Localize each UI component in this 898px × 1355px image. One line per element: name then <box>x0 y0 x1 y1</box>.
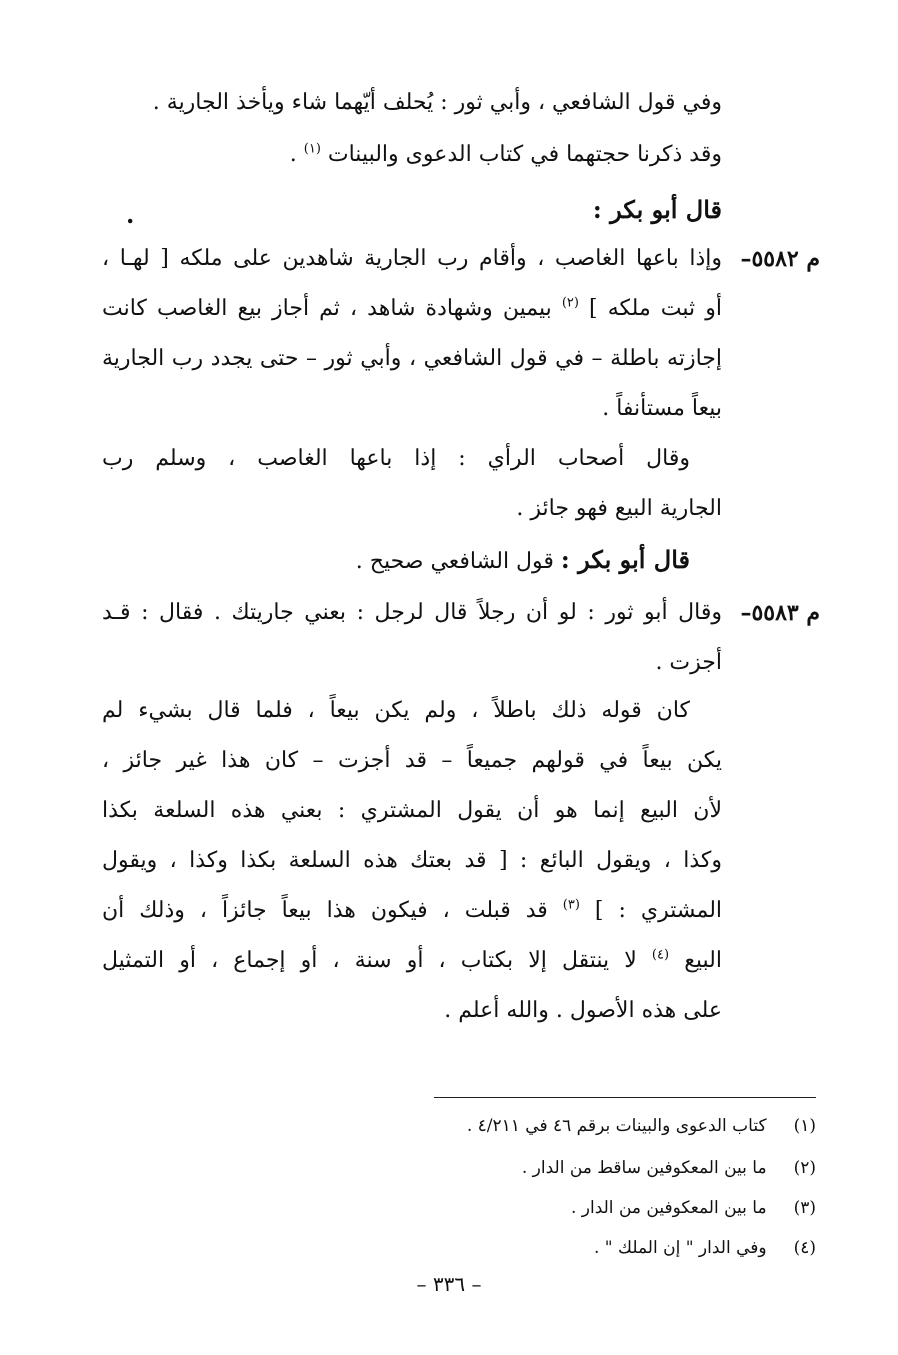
footnote-4 <box>594 1236 816 1260</box>
p2-line-2-content: الجارية البيع فهو جائز . <box>516 496 722 521</box>
p3-line-5-b: قد قبلت ، فيكون هذا بيعاً جائزاً ، وذلك أن <box>102 898 563 923</box>
footnote-separator <box>434 1097 816 1098</box>
p3-line-2-content: يكن بيعاً في قولهم جميعاً – قد أجزت – كان هذا غير جائز ، <box>102 748 722 773</box>
masala-5583-line-2 <box>102 648 722 678</box>
p3-line-5-a: المشتري : ] <box>594 898 723 923</box>
text-line-1-content: وفي قول الشافعي ، وأبي ثور : يُحلف أيّهما شاء ويأخذ الجارية . <box>152 90 722 115</box>
masala-number-5582: م ٥٥٨٢– <box>740 246 820 272</box>
text-line-2 <box>102 140 722 170</box>
page-number: – ٣٣٦ – <box>416 1272 482 1296</box>
heading-2-text: قال أبو بكر : <box>560 545 690 574</box>
heading-1-text: قال أبو بكر : <box>592 195 722 224</box>
footnote-ref-2: (٢) <box>561 295 579 311</box>
footnote-1-text: كتاب الدعوى والبينات برقم ٤٦ في ٤/٢١١ . <box>466 1116 767 1136</box>
p3-line-1-content: كان قوله ذلك باطلاً ، ولم يكن بيعاً ، فلما قال بشيء لم <box>102 698 690 723</box>
footnote-4-number: (٤) <box>793 1238 816 1258</box>
footnote-ref-1: (١) <box>303 141 321 157</box>
masala-number-5583: م ٥٥٨٣– <box>740 600 820 626</box>
para-2-line-1 <box>102 444 690 474</box>
para-3-line-2 <box>102 746 722 776</box>
footnote-ref-3: (٣) <box>562 897 580 913</box>
masala-5583-line-1 <box>102 598 722 628</box>
masala-5582-line-3 <box>102 344 722 374</box>
m1-line-3-content: إجازته باطلة – في قول الشافعي ، وأبي ثور – حتى يجدد رب الجارية <box>102 346 722 371</box>
footnote-2-text: ما بين المعكوفين ساقط من الدار . <box>521 1158 767 1178</box>
m1-line-4-content: بيعاً مستأنفاً . <box>602 396 722 421</box>
footnote-2-number: (٢) <box>793 1158 816 1178</box>
para-3-line-7 <box>102 996 722 1026</box>
masala-5582-line-2 <box>102 294 722 324</box>
section-heading-1 <box>593 194 722 226</box>
para-3-line-4 <box>102 846 722 876</box>
para-3-line-5 <box>102 896 722 926</box>
m2-line-2-content: أجزت . <box>655 650 722 675</box>
p3-line-4-content: وكذا ، ويقول البائع : [ قد بعتك هذه السلعة بكذا وكذا ، ويقول <box>102 848 722 873</box>
p3-line-6-a: البيع <box>684 948 722 973</box>
footnote-4-text: وفي الدار " إن الملك " . <box>593 1238 767 1258</box>
p2-line-1-content: وقال أصحاب الرأي : إذا باعها الغاصب ، وسلم رب <box>102 446 690 471</box>
heading-2-rest: قول الشافعي صحيح . <box>355 549 561 574</box>
footnote-2 <box>522 1156 816 1180</box>
footnote-3 <box>571 1196 816 1220</box>
footnote-3-text: ما بين المعكوفين من الدار . <box>570 1198 767 1218</box>
m1-line-2-a: أو ثبت ملكه ] <box>589 296 722 321</box>
para-3-line-6 <box>102 946 722 976</box>
m1-line-1-content: وإذا باعها الغاصب ، وأقام رب الجارية شاهدين على ملكه [ لهـا ، <box>102 246 722 271</box>
masala-5582-line-4 <box>102 394 722 424</box>
p3-line-3-content: لأن البيع إنما هو أن يقول المشتري : بعني هذه السلعة بكذا <box>102 798 722 823</box>
footnote-ref-4: (٤) <box>651 947 670 963</box>
stray-dot: . <box>126 200 135 229</box>
footnote-3-number: (٣) <box>793 1198 816 1218</box>
text-line-1 <box>102 88 722 118</box>
footnote-1 <box>467 1114 816 1138</box>
footnote-1-number: (١) <box>793 1116 816 1136</box>
text-line-2-end: . <box>289 142 304 167</box>
p3-line-6-b: لا ينتقل إلا بكتاب ، أو سنة ، أو إجماع ، أو التمثيل <box>102 948 652 973</box>
section-heading-2 <box>356 544 690 578</box>
para-3-line-3 <box>102 796 722 826</box>
para-2-line-2 <box>102 494 722 524</box>
p3-line-7-content: على هذه الأصول . والله أعلم . <box>444 998 722 1023</box>
text-line-2-content: وقد ذكرنا حجتهما في كتاب الدعوى والبينات <box>327 142 722 167</box>
masala-5582-line-1 <box>102 244 722 274</box>
para-3-line-1 <box>102 696 690 726</box>
m2-line-1-content: وقال أبو ثور : لو أن رجلاً قال لرجل : بعني جاريتك . فقال : قـد <box>102 600 722 625</box>
m1-line-2-b: بيمين وشهادة شاهد ، ثم أجاز بيع الغاصب كانت <box>102 296 562 321</box>
